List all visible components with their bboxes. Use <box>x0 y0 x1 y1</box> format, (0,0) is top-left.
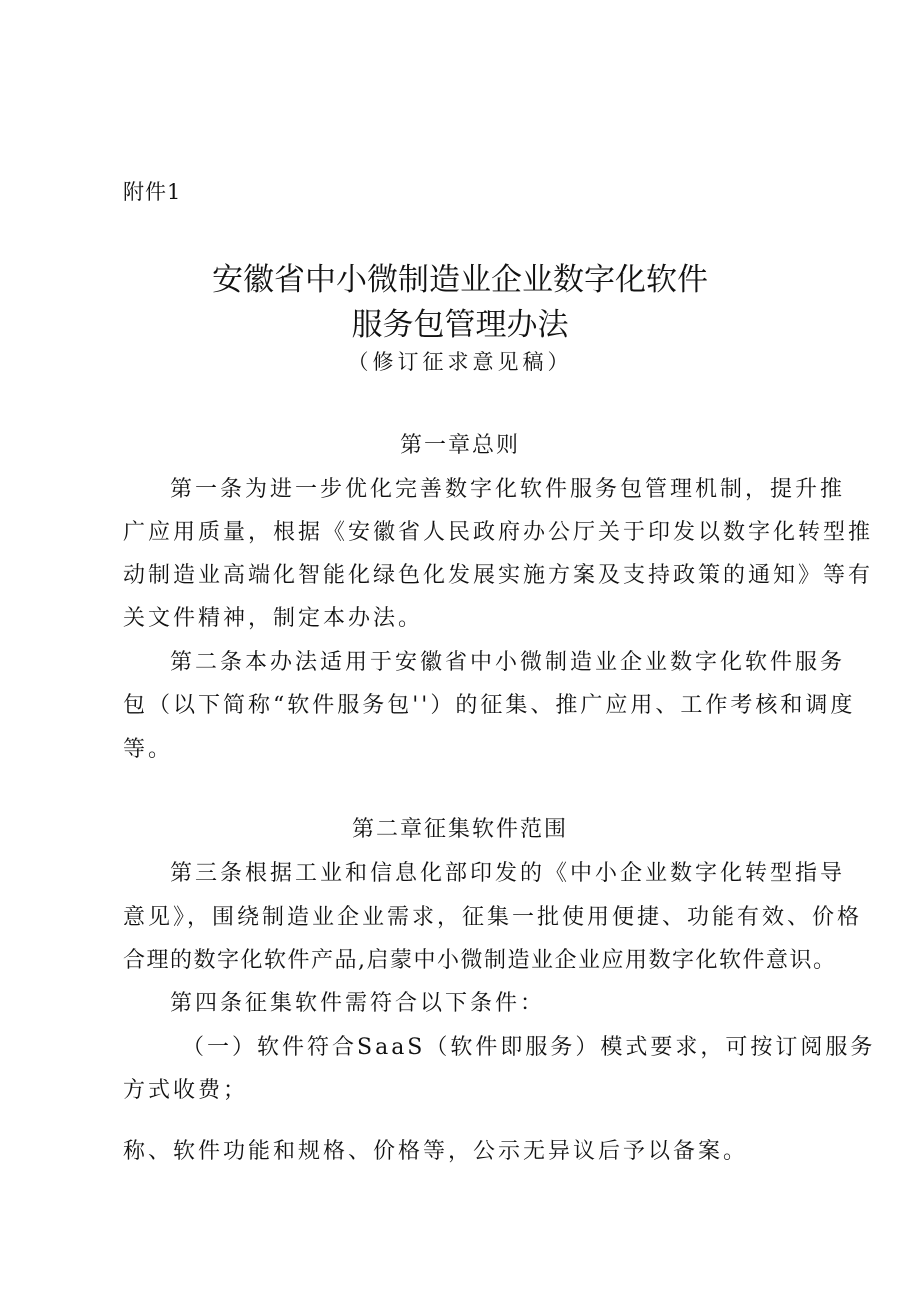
article-3-line-1: 第三条根据工业和信息化部印发的《中小企业数字化转型指导 <box>170 861 846 886</box>
article-1-line-3: 动制造业高端化智能化绿色化发展实施方案及支持政策的通知》等有 <box>123 563 874 588</box>
article-1-line-4: 关文件精神，制定本办法。 <box>123 606 424 631</box>
article-4-item-1-line-1: （一）软件符合SaaS（软件即服务）模式要求，可按订阅服务 <box>182 1035 876 1060</box>
article-4-item-1-line-2: 方式收费； <box>123 1078 249 1103</box>
article-2-line-1: 第二条本办法适用于安徽省中小微制造业企业数字化软件服务 <box>170 650 846 675</box>
article-2-line-2: 包（以下简称“软件服务包''）的征集、推广应用、工作考核和调度 <box>123 693 856 718</box>
article-2-line-3: 等。 <box>123 737 174 762</box>
document-subtitle: （修订征求意见稿） <box>347 350 573 374</box>
trailing-text-line: 称、软件功能和规格、价格等，公示无异议后予以备案。 <box>123 1139 749 1164</box>
chapter-heading-1: 第一章总则 <box>399 433 520 458</box>
document-title-line-2: 服务包管理办法 <box>351 307 569 343</box>
chapter-heading-2: 第二章征集软件范围 <box>351 817 568 842</box>
article-4-line-1: 第四条征集软件需符合以下条件： <box>170 991 546 1016</box>
article-3-line-2: 意见》，围绕制造业企业需求，征集一批使用便捷、功能有效、价格 <box>123 905 863 930</box>
article-3-line-3: 合理的数字化软件产品,启蒙中小微制造业企业应用数字化软件意识。 <box>123 948 837 973</box>
article-1-line-2: 广应用质量，根据《安徽省人民政府办公厅关于印发以数字化转型推 <box>123 520 874 545</box>
article-1-line-1: 第一条为进一步优化完善数字化软件服务包管理机制，提升推 <box>170 477 846 502</box>
document-title-line-1: 安徽省中小微制造业企业数字化软件 <box>212 262 708 298</box>
attachment-label: 附件1 <box>123 180 182 204</box>
